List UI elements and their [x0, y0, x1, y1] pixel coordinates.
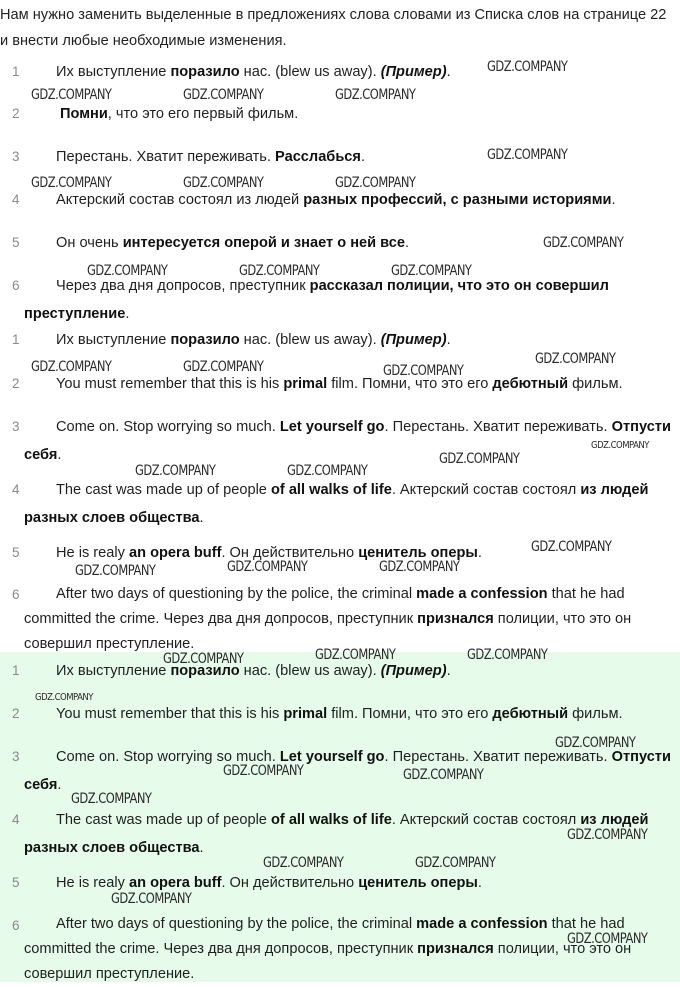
highlighted-word: поразило	[170, 64, 240, 80]
item-number: 3	[12, 149, 20, 164]
watermark: GDZ.COMPANY	[223, 763, 304, 779]
exercise-item-3: 3 Перестань. Хватит переживать. Расслабься.	[0, 143, 676, 171]
watermark: GDZ.COMPANY	[35, 692, 93, 703]
watermark: GDZ.COMPANY	[415, 855, 496, 871]
highlighted-word: интересуется оперой и знает о ней все	[122, 235, 406, 251]
watermark: GDZ.COMPANY	[467, 647, 548, 663]
item-number: 1	[12, 64, 20, 79]
answer-item-6: 6 After two days of questioning by the police, the criminal made a confession that he had committed the crime. Через два дня допросов, преступник признался полиции, что это он совершил преступление.	[0, 582, 676, 657]
watermark: GDZ.COMPANY	[71, 791, 152, 807]
watermark: GDZ.COMPANY	[535, 351, 616, 367]
item-number: 5	[12, 235, 20, 250]
watermark: GDZ.COMPANY	[31, 87, 112, 103]
watermark: GDZ.COMPANY	[163, 651, 244, 667]
watermark: GDZ.COMPANY	[315, 647, 396, 663]
item-number: 4	[12, 192, 20, 207]
watermark: GDZ.COMPANY	[239, 263, 320, 279]
item-number: 6	[12, 918, 20, 933]
watermark: GDZ.COMPANY	[75, 563, 156, 579]
answer-copy-item-2: 2 You must remember that this is his primal film. Помни, что это его дебютный фильм.	[0, 700, 676, 728]
item-number: 6	[12, 587, 20, 602]
answer-copy-item-4: 4 The cast was made up of people of all walks of life. Актерский состав состоял из людей разных слоев общества.	[0, 806, 676, 862]
watermark: GDZ.COMPANY	[487, 147, 568, 163]
watermark: GDZ.COMPANY	[391, 263, 472, 279]
item-number: 1	[12, 332, 20, 347]
watermark: GDZ.COMPANY	[383, 363, 464, 379]
watermark: GDZ.COMPANY	[111, 891, 192, 907]
answer-copy-item-1: 1 Их выступление поразило нас. (blew us away). (Пример).	[0, 657, 676, 685]
watermark: GDZ.COMPANY	[543, 235, 624, 251]
item-number: 2	[12, 376, 20, 391]
example-label: (Пример)	[380, 332, 447, 348]
exercise-item-5: 5 Он очень интересуется оперой и знает о ней все.	[0, 229, 676, 257]
answer-copy-item-5: 5 He is realy an opera buff. Он действительно ценитель оперы.	[0, 869, 676, 897]
example-label: (Пример)	[380, 663, 447, 679]
watermark: GDZ.COMPANY	[531, 539, 612, 555]
item-number: 5	[12, 875, 20, 890]
watermark: GDZ.COMPANY	[567, 931, 648, 947]
item-number: 6	[12, 278, 20, 293]
item-number: 3	[12, 749, 20, 764]
watermark: GDZ.COMPANY	[183, 175, 264, 191]
item-number: 3	[12, 419, 20, 434]
item-number: 5	[12, 545, 20, 560]
highlighted-word: Расслабься	[275, 149, 361, 165]
exercise-item-2: 2 Помни, что это его первый фильм.	[0, 100, 676, 128]
answer-item-1: 1 Их выступление поразило нас. (blew us away). (Пример).	[0, 326, 676, 354]
watermark: GDZ.COMPANY	[31, 175, 112, 191]
watermark: GDZ.COMPANY	[263, 855, 344, 871]
watermark: GDZ.COMPANY	[135, 463, 216, 479]
answer-item-2: 2 You must remember that this is his primal film. Помни, что это его дебютный фильм.	[0, 370, 676, 398]
watermark: GDZ.COMPANY	[403, 767, 484, 783]
item-number: 1	[12, 663, 20, 678]
watermark: GDZ.COMPANY	[87, 263, 168, 279]
watermark: GDZ.COMPANY	[287, 463, 368, 479]
answer-copy-item-3: 3 Come on. Stop worrying so much. Let yourself go. Перестань. Хватит переживать. Отпусти себя.	[0, 743, 676, 799]
watermark: GDZ.COMPANY	[591, 440, 649, 451]
highlighted-word: Помни	[60, 106, 108, 122]
exercise-item-1: 1 Их выступление поразило нас. (blew us away). (Пример).	[0, 58, 676, 86]
item-number: 4	[12, 482, 20, 497]
watermark: GDZ.COMPANY	[567, 827, 648, 843]
exercise-item-4: 4 Актерский состав состоял из людей разных профессий, с разными историями.	[0, 186, 676, 214]
example-label: (Пример)	[380, 64, 447, 80]
answer-item-5: 5 He is realy an opera buff. Он действительно ценитель оперы.	[0, 539, 676, 567]
watermark: GDZ.COMPANY	[227, 559, 308, 575]
task-intro: Нам нужно заменить выделенные в предложениях слова словами из Списка слов на странице 22 и внести любые необходимые изменения.	[0, 7, 667, 49]
watermark: GDZ.COMPANY	[335, 87, 416, 103]
answer-item-3: 3 Come on. Stop worrying so much. Let yourself go. Перестань. Хватит переживать. Отпусти себя.	[0, 413, 676, 469]
watermark: GDZ.COMPANY	[183, 87, 264, 103]
item-number: 2	[12, 106, 20, 121]
highlighted-word: рассказал полиции, что это он совершил преступление	[24, 278, 609, 322]
item-number: 4	[12, 812, 20, 827]
watermark: GDZ.COMPANY	[183, 359, 264, 375]
answer-item-4: 4 The cast was made up of people of all walks of life. Актерский состав состоял из людей разных слоев общества.	[0, 476, 676, 532]
watermark: GDZ.COMPANY	[487, 59, 568, 75]
highlighted-word: разных профессий, с разными историями	[303, 192, 612, 208]
item-number: 2	[12, 706, 20, 721]
watermark: GDZ.COMPANY	[555, 735, 636, 751]
answer-copy-item-6: 6 After two days of questioning by the police, the criminal made a confession that he had committed the crime. Через два дня допросов, преступник признался полиции, что это он совершил преступление.	[0, 912, 676, 987]
watermark: GDZ.COMPANY	[439, 451, 520, 467]
exercise-item-6: 6 Через два дня допросов, преступник рассказал полиции, что это он совершил преступление.	[0, 272, 676, 328]
watermark: GDZ.COMPANY	[31, 359, 112, 375]
watermark: GDZ.COMPANY	[335, 175, 416, 191]
watermark: GDZ.COMPANY	[379, 559, 460, 575]
